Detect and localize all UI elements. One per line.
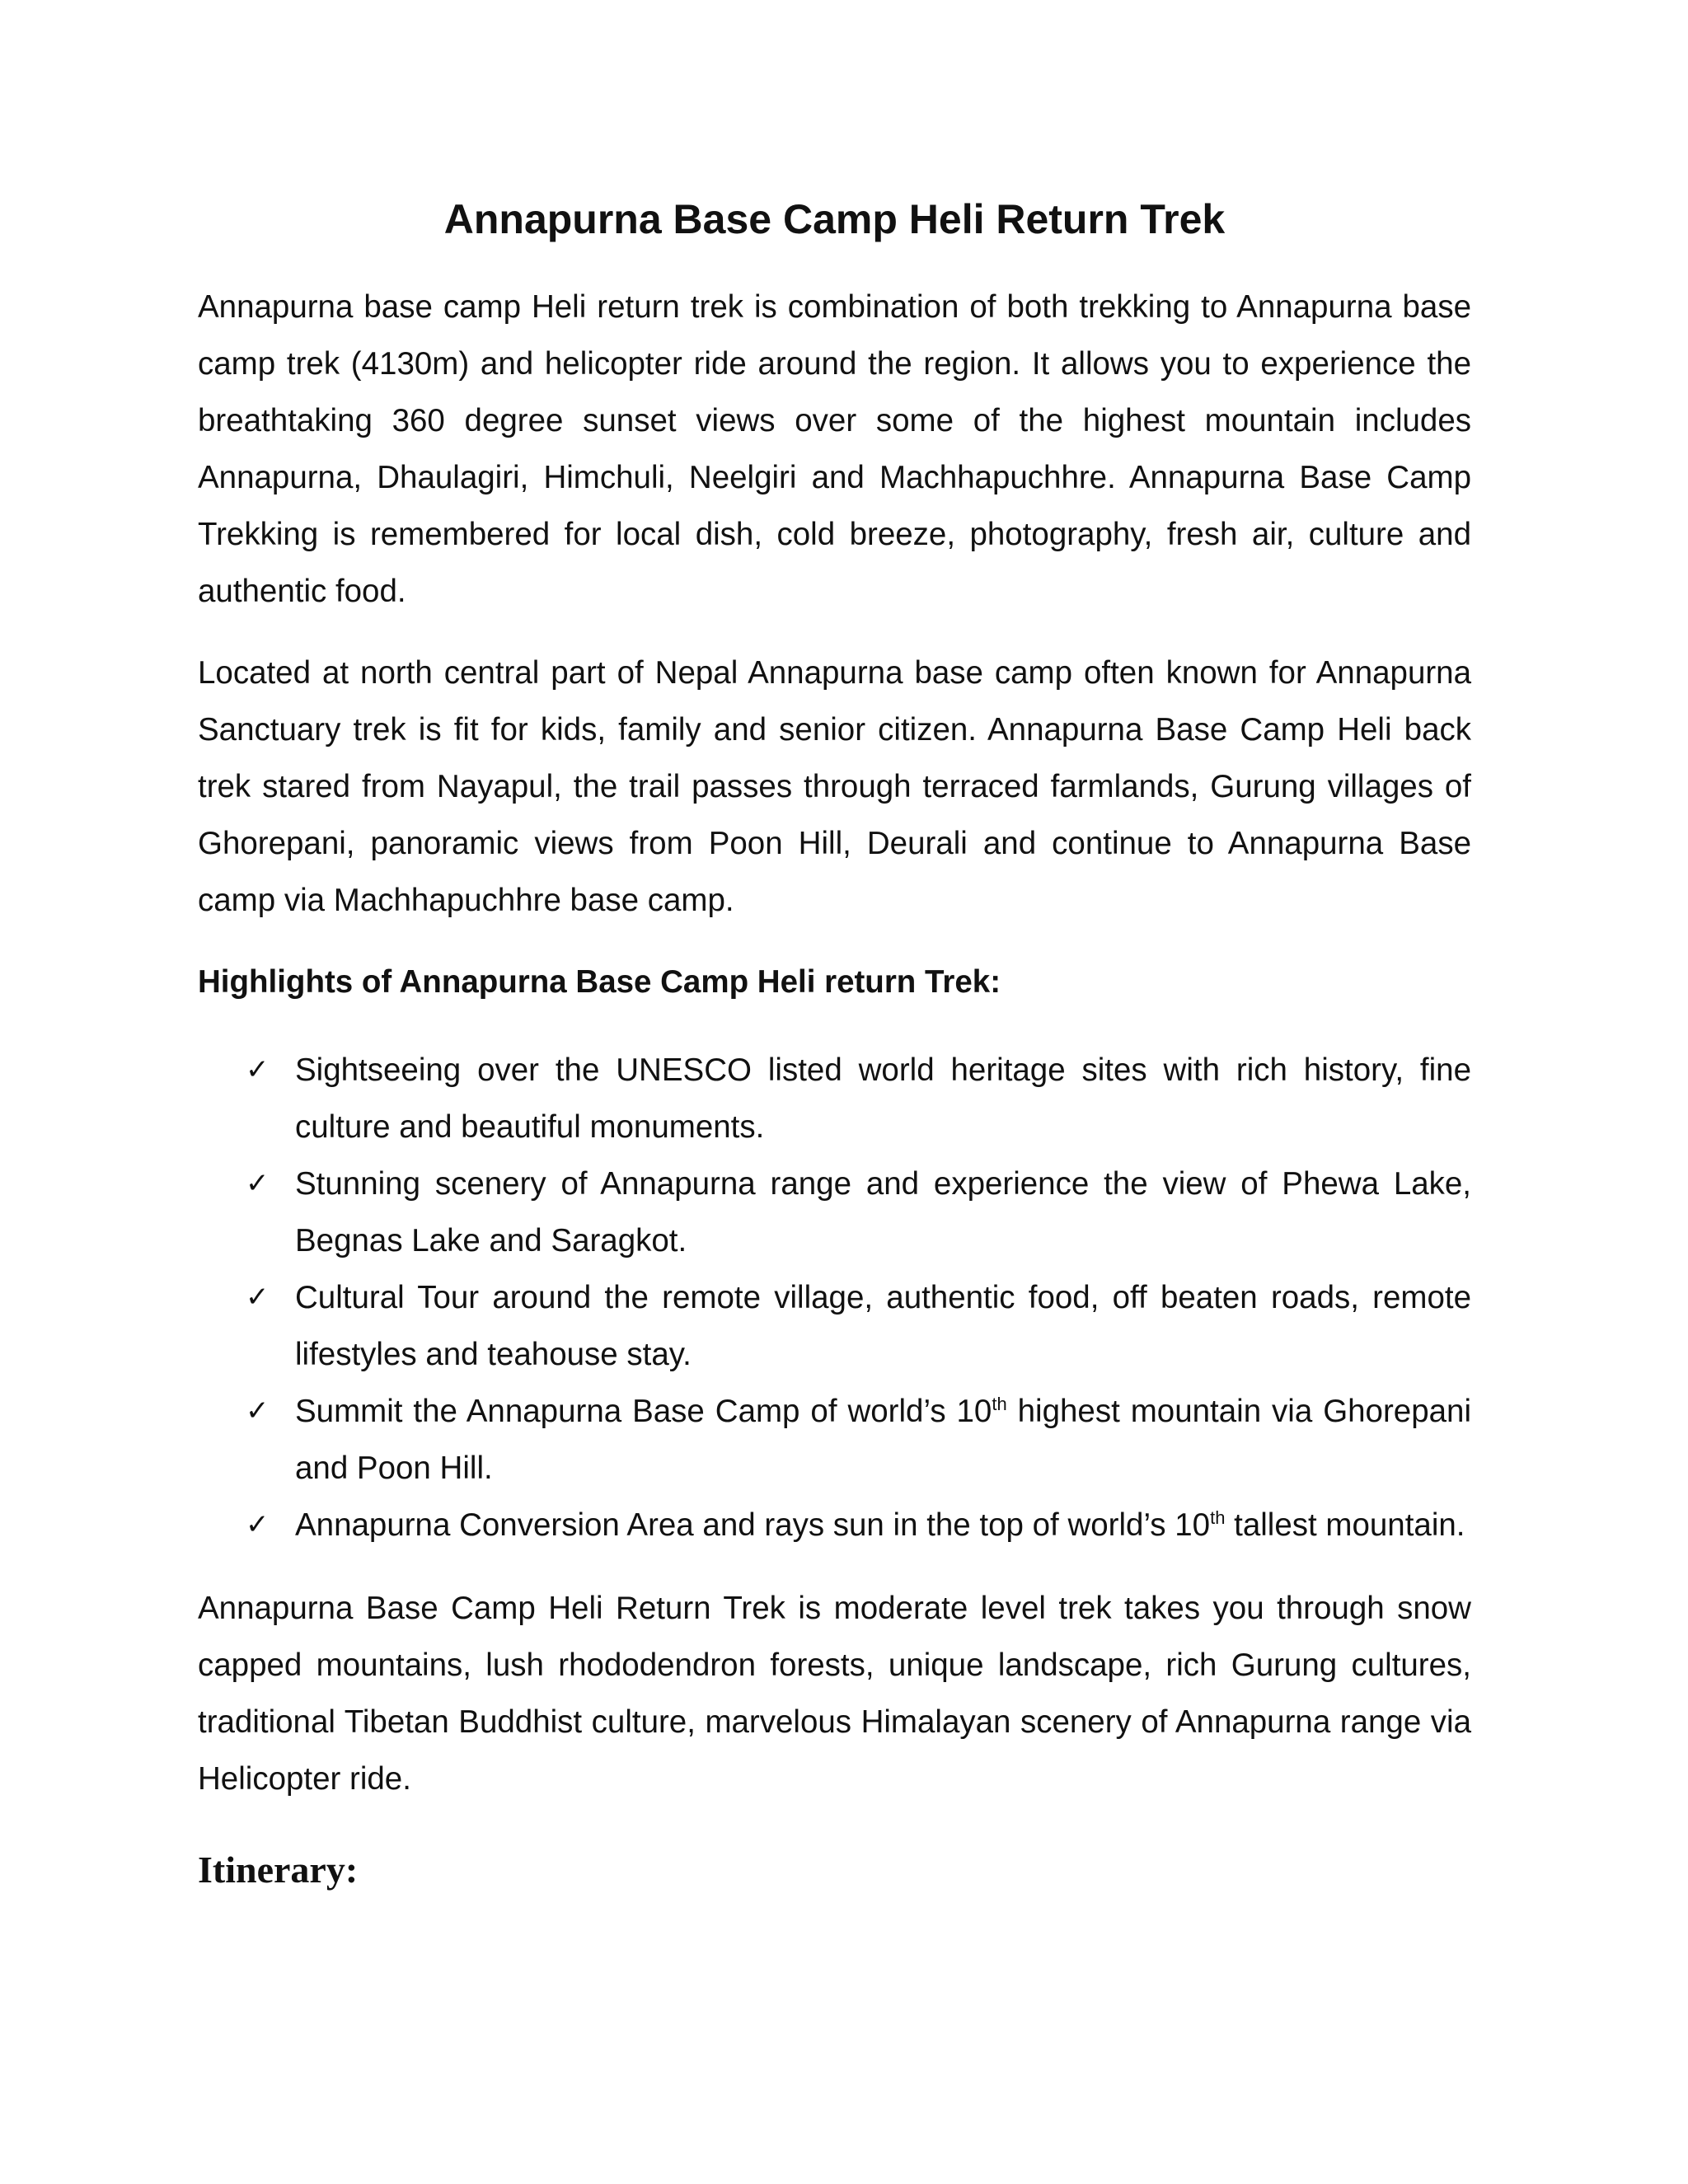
list-item	[198, 1269, 1471, 1383]
ordinal-suffix: th	[992, 1394, 1007, 1415]
list-item	[198, 1497, 1471, 1554]
itinerary-heading: Itinerary:	[198, 1849, 359, 1891]
list-item	[198, 1155, 1471, 1269]
highlights-heading: Highlights of Annapurna Base Camp Heli return Trek:	[198, 964, 1001, 1000]
checkmark-icon: ✓	[246, 1167, 270, 1200]
summary-paragraph: Annapurna Base Camp Heli Return Trek is moderate level trek takes you through snow capped mountains, lush rhododendron forests, unique landscape, rich Gurung cultures, traditional Tibetan Buddhist culture, marvelous Himalayan scenery of Annapurna range via Helicopter ride.	[198, 1591, 1471, 1797]
highlight-text-after: highest mountain via Ghorepani and Poon Hill.	[295, 1394, 1471, 1486]
list-item	[198, 1383, 1471, 1497]
checkmark-icon: ✓	[246, 1053, 270, 1086]
checkmark-icon: ✓	[246, 1508, 270, 1541]
checkmark-icon: ✓	[246, 1394, 270, 1427]
list-item	[198, 1042, 1471, 1155]
highlight-text-after: tallest mountain.	[1225, 1507, 1465, 1543]
highlight-text: Cultural Tour around the remote village, authentic food, off beaten roads, remote lifestyles and teahouse stay.	[295, 1280, 1471, 1372]
document-body	[198, 190, 1471, 1900]
highlight-text: Stunning scenery of Annapurna range and experience the view of Phewa Lake, Begnas Lake and Saragkot.	[295, 1166, 1471, 1258]
highlight-text-before: Summit the Annapurna Base Camp of world’s 10	[295, 1394, 992, 1429]
highlight-text: Sightseeing over the UNESCO listed world heritage sites with rich history, fine culture and beautiful monuments.	[295, 1052, 1471, 1145]
document-title: Annapurna Base Camp Heli Return Trek	[443, 196, 1226, 242]
location-paragraph: Located at north central part of Nepal Annapurna base camp often known for Annapurna Sanctuary trek is fit for kids, family and senior citizen. Annapurna Base Camp Heli back trek stared from Nayapul, the trail passes through terraced farmlands, Gurung villages of Ghorepani, panoramic views from Poon Hill, Deurali and continue to Annapurna Base camp via Machhapuchhre base camp.	[198, 655, 1471, 918]
highlights-list	[198, 1042, 1471, 1554]
ordinal-suffix: th	[1210, 1507, 1226, 1529]
checkmark-icon: ✓	[246, 1281, 270, 1314]
highlight-text-before: Annapurna Conversion Area and rays sun in the top of world’s 10	[295, 1507, 1211, 1543]
intro-paragraph: Annapurna base camp Heli return trek is combination of both trekking to Annapurna base camp trek (4130m) and helicopter ride around the region. It allows you to experience the breathtaking 360 degree sunset views over some of the highest mountain includes Annapurna, Dhaulagiri, Himchuli, Neelgiri and Machhapuchhre. Annapurna Base Camp Trekking is remembered for local dish, cold breeze, photography, fresh air, culture and authentic food.	[198, 289, 1471, 609]
